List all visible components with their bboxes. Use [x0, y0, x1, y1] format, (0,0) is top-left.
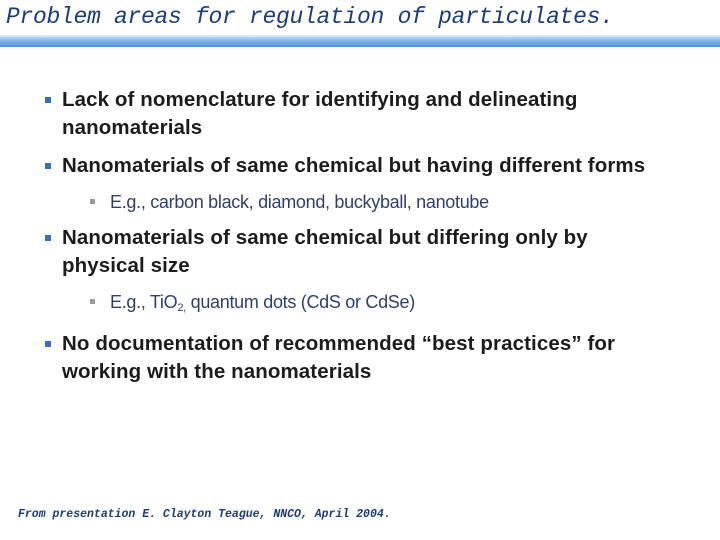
title-underline-bar: [0, 37, 720, 47]
bullet-item-different-forms: Nanomaterials of same chemical but having different forms: [44, 152, 664, 180]
bullet-list: [44, 86, 664, 386]
source-footer: From presentation E. Clayton Teague, NNCO, April 2004.: [18, 508, 391, 521]
slide-title: Problem areas for regulation of particulates.: [6, 4, 614, 30]
bullet-item-physical-size: Nanomaterials of same chemical but differing only by physical size: [44, 224, 664, 280]
sub-bullet-size-suffix: quantum dots (CdS or CdSe): [185, 292, 415, 312]
bullet-item-best-practices: No documentation of recommended “best practices” for working with the nanomaterials: [44, 330, 664, 386]
bullet-item-nomenclature: Lack of nomenclature for identifying and delineating nanomaterials: [44, 86, 664, 142]
sub-bullet-size-examples: [44, 290, 664, 320]
sub-bullet-size-subscript: 2,: [177, 302, 186, 314]
sub-bullet-size-prefix: E.g., TiO: [110, 292, 178, 312]
sub-bullet-forms-examples: E.g., carbon black, diamond, buckyball, nanotube: [44, 190, 664, 214]
